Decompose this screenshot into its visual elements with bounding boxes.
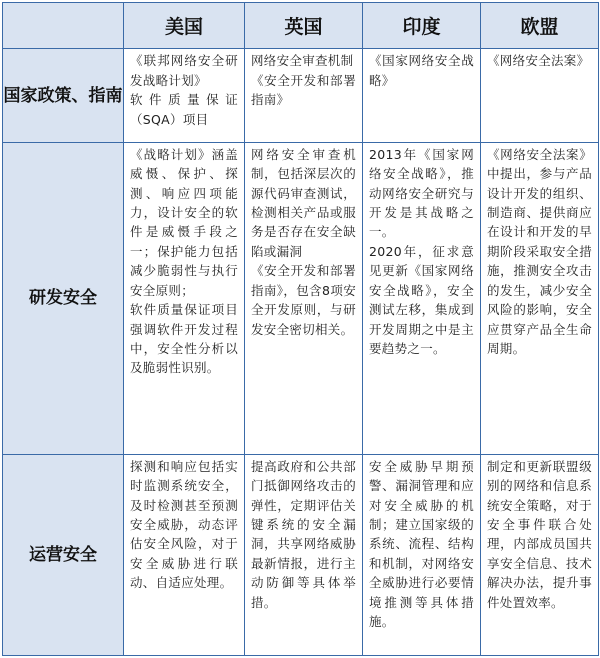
row-label-rd-security: 研发安全 (3, 142, 124, 454)
cell-paragraph: 制定和更新联盟级别的网络和信息系统安全策略，对于安全事件联合处理，内部成员国共享安全信息、技术解决办法，提升事件处置效率。 (487, 458, 592, 610)
cell-paragraph: 网络安全审查机制，包括深层次的源代码审查测试，检测相关产品或服务是否存在安全缺陷或漏洞 (251, 146, 356, 259)
cell-paragraph: 《安全开发和部署指南》 (251, 72, 356, 108)
cell-paragraph: 2013年《国家网络安全战略》，推动网络安全研究与开发是其战略之一。 (369, 146, 474, 240)
cell-policy-india (363, 49, 481, 143)
cell-paragraph: 《国家网络安全战略》 (369, 53, 474, 88)
cell-paragraph: 《网络安全法案》 (487, 53, 590, 69)
cell-ops-india (363, 454, 481, 655)
header-eu: 欧盟 (481, 3, 599, 49)
cell-paragraph: 安全威胁早期预警、漏洞管理和应对安全威胁的机制；建立国家级的系统、流程、结构和机制，对网络安全威胁进行必要情境推测等具体措施。 (369, 458, 474, 629)
cell-paragraph: 《网络安全法案》中提出，参与产品设计开发的组织、制造商、提供商应在设计和开发的早期阶段采取安全措施，推测安全攻击的发生，减少安全风险的影响，安全应贯穿产品全生命周期。 (487, 146, 592, 356)
cell-ops-uk (245, 454, 363, 655)
cell-paragraph: 提高政府和公共部门抵御网络攻击的弹性，定期评估关键系统的安全漏洞，共享网络威胁最新情报，进行主动防御等具体举措。 (251, 458, 356, 610)
cell-policy-us (124, 49, 245, 143)
cell-ops-eu (481, 454, 599, 655)
cell-paragraph: 《安全开发和部署指南》，包含8项安全开发原则，与研发安全密切相关。 (251, 263, 356, 337)
row-label-ops-security: 运营安全 (3, 454, 124, 655)
cell-rd-eu (481, 142, 599, 454)
cell-paragraph: 《战略计划》涵盖威慑、保护、探测、响应四项能力，设计安全的软件是威慑手段之一；保护能力包括减少脆弱性与执行安全原则； (130, 146, 238, 298)
cell-rd-india (363, 142, 481, 454)
header-row (3, 3, 599, 49)
row-label-policy: 国家政策、指南 (3, 49, 124, 143)
cell-ops-us (124, 454, 245, 655)
cell-rd-us (124, 142, 245, 454)
row-rd-security (3, 142, 599, 454)
cell-paragraph: 探测和响应包括实时监测系统安全，及时检测甚至预测安全威胁，动态评估安全风险，对于安全威胁进行联动、自适应处理。 (130, 458, 238, 591)
cell-rd-uk (245, 142, 363, 454)
cell-paragraph: 《联邦网络安全研发战略计划》 (130, 53, 238, 88)
header-india: 印度 (363, 3, 481, 49)
cell-policy-eu (481, 49, 599, 143)
row-ops-security (3, 454, 599, 655)
cell-paragraph: 网络安全审查机制 (251, 53, 354, 69)
cell-paragraph: 2020年，征求意见更新《国家网络安全战略》，安全测试左移，集成到开发周期之中是主要趋势之一。 (369, 243, 474, 356)
cell-paragraph: 软件质量保证（SQA）项目 (130, 92, 238, 127)
header-us: 美国 (124, 3, 245, 49)
cell-policy-uk (245, 49, 363, 143)
header-corner (3, 3, 124, 49)
cell-paragraph: 软件质量保证项目强调软件开发过程中，安全性分析以及脆弱性识别。 (130, 302, 238, 376)
header-uk: 英国 (245, 3, 363, 49)
comparison-table (2, 2, 599, 656)
row-policy (3, 49, 599, 143)
